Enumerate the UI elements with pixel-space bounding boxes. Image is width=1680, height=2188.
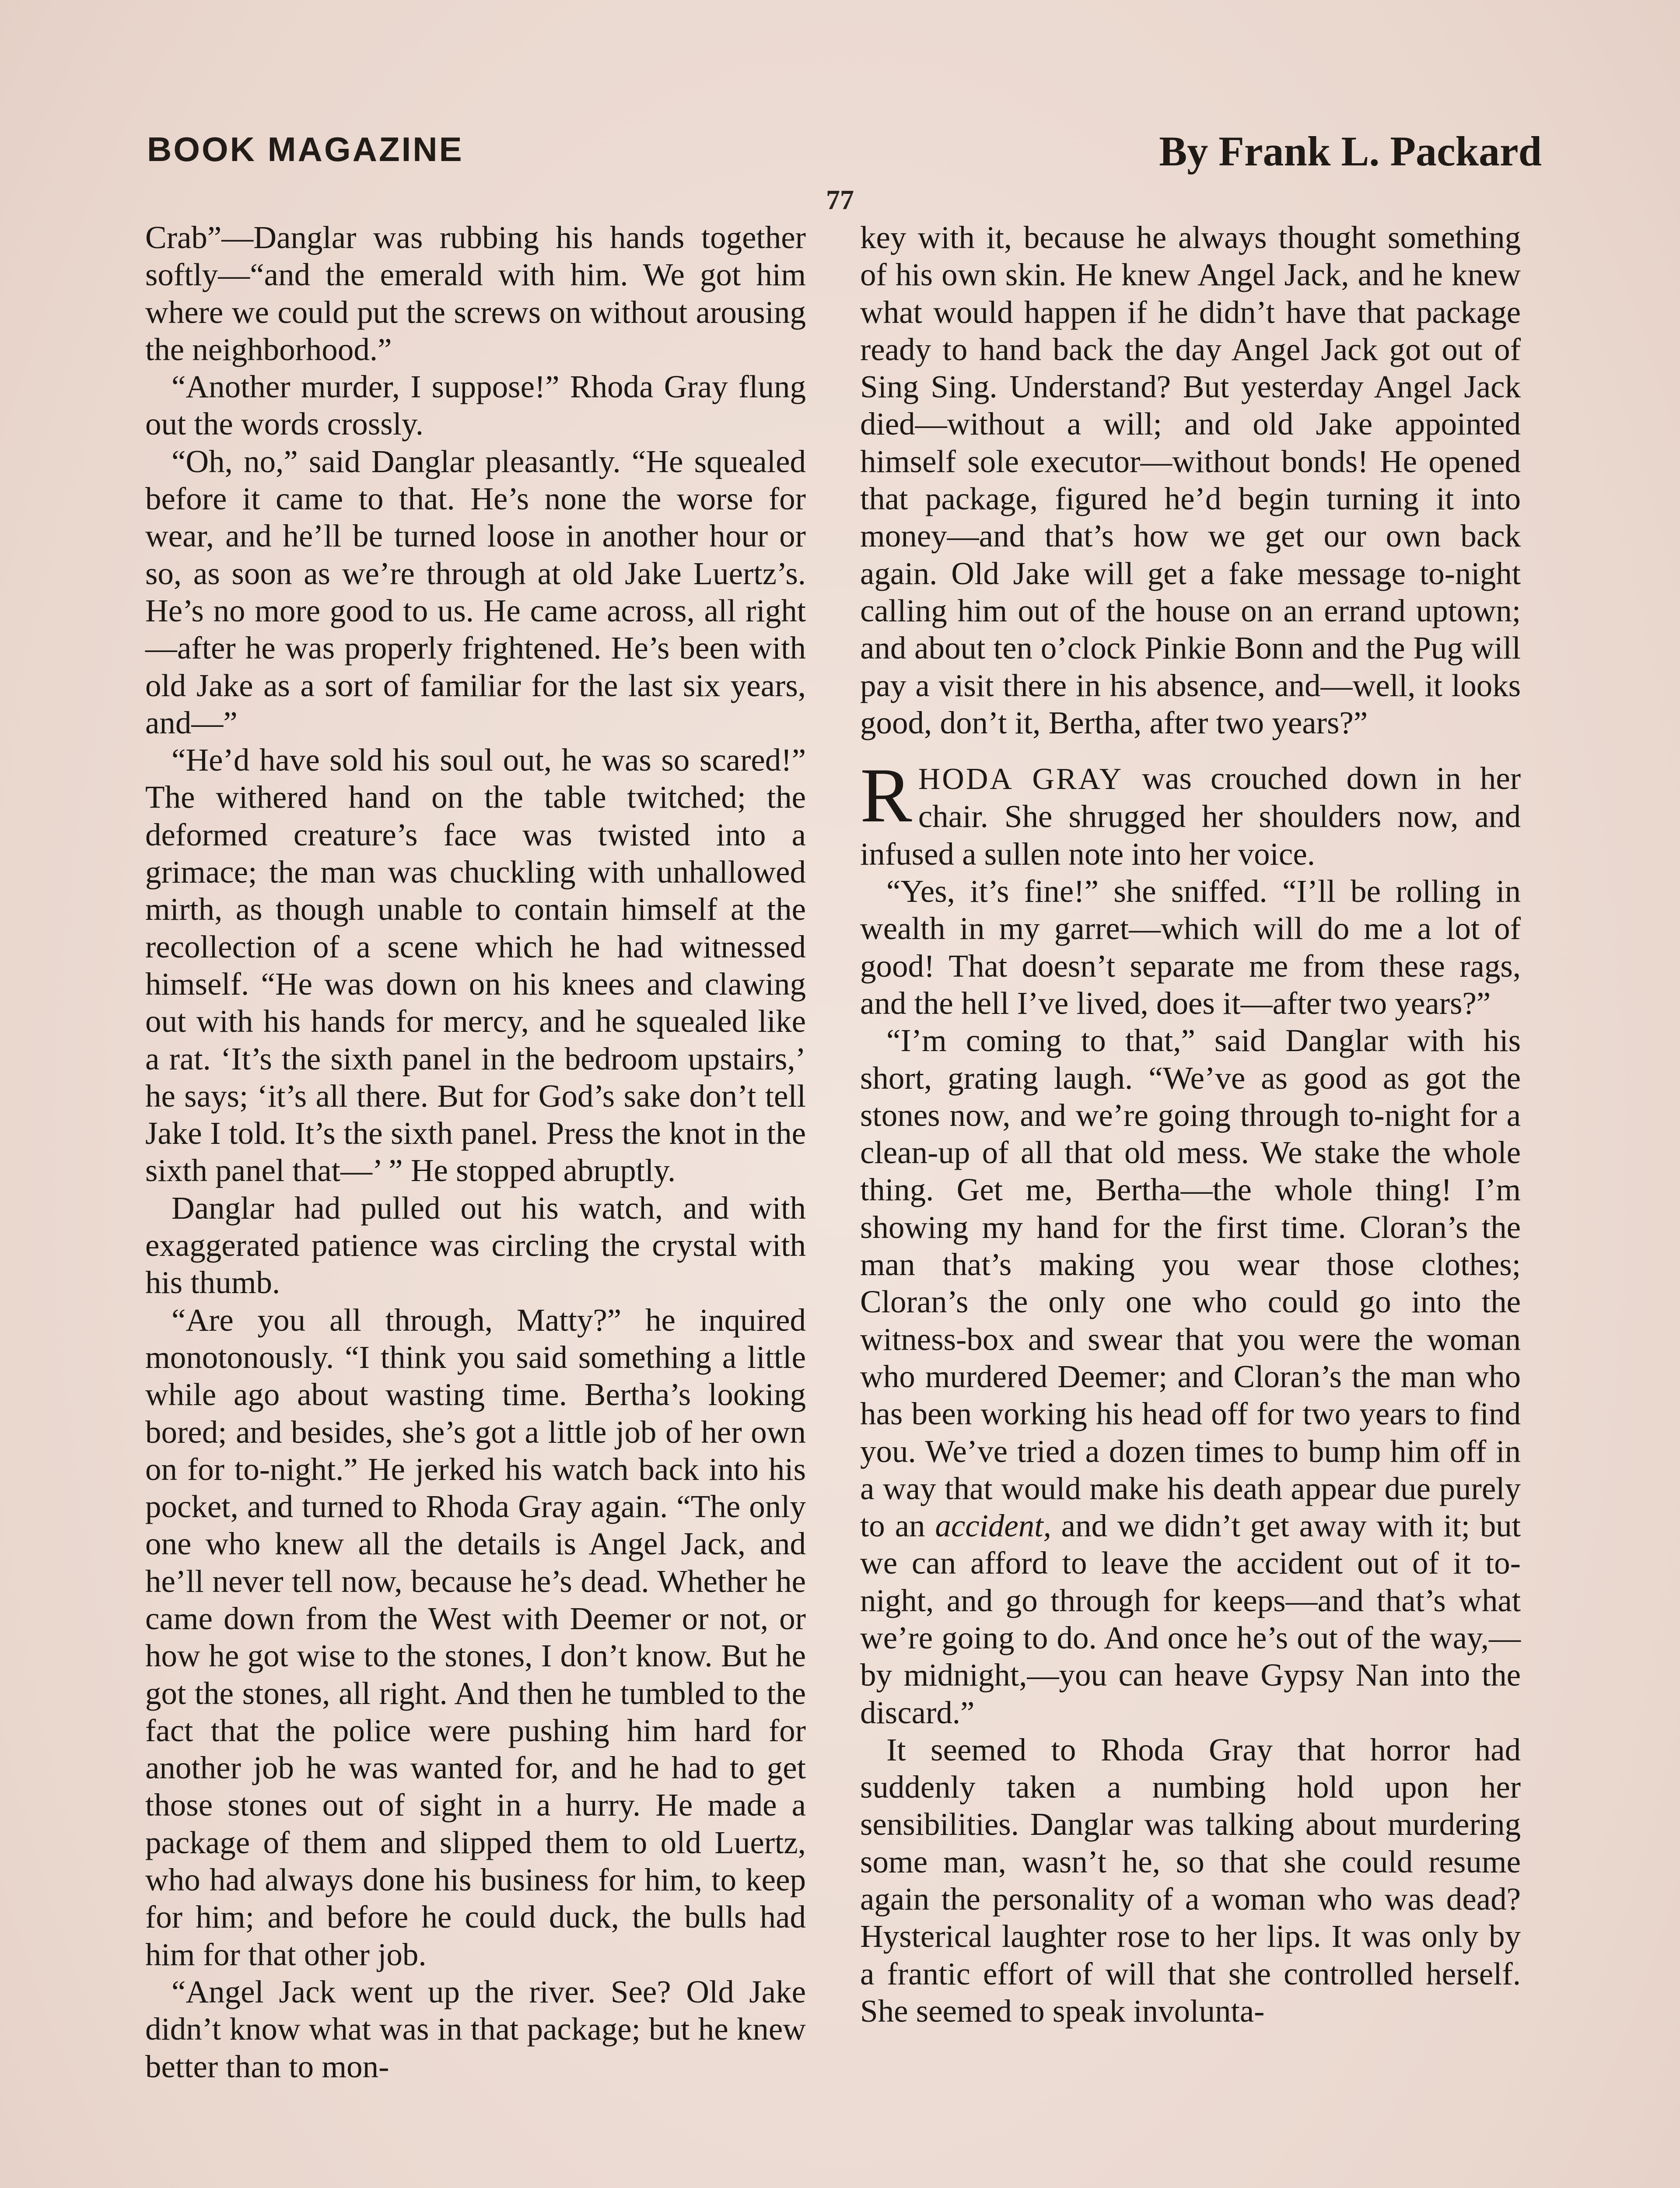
paragraph-text: and we didn’t get away with it; but we can afford to leave the accident out of it to-night, and go through for keeps—and that’s what we’re going to do. And once he’s out of the way,—by midnight,—you can heave Gypsy Nan into the discard.” <box>860 1508 1521 1730</box>
paragraph-text: was crouched down in her chair. She shrugged her shoulders now, and infused a sullen note into her voice. <box>860 761 1521 872</box>
paragraph: “He’d have sold his soul out, he was so scared!” The withered hand on the table twitched; the deformed creature’s face was twisted into a grimace; the man was chuckling with unhallowed mirth, as though unable to contain himself at the recollection of a scene which he had witnessed himself. “He was down on his knees and clawing out with his hands for mercy, and he squealed like a rat. ‘It’s the sixth panel in the bedroom upstairs,’ he says; ‘it’s all there. But for God’s sake don’t tell Jake I told. It’s the sixth panel. Press the knot in the sixth panel that—’ ” He stopped abruptly. <box>145 742 806 1189</box>
paragraph-text: “I’m coming to that,” said Danglar with his short, grating laugh. “We’ve as good as got the stones now, and we’re going through to-night for a clean-up of all that old mess. We stake the whole thing. Get me, Bertha—the whole thing! I’m showing my hand for the first time. Cloran’s the man that’s making you wear those clothes; Cloran’s the only one who could go into the witness-box and swear that you were the woman who murdered Deemer; and Cloran’s the man who has been working his head off for two years to find you. We’ve tried a dozen times to bump him off in a way that would make his death appear due purely to an <box>860 1023 1521 1544</box>
page-number: 77 <box>826 184 854 215</box>
running-head-byline: By Frank L. Packard <box>1159 128 1542 175</box>
paragraph <box>860 1022 1521 1731</box>
paragraph: “Angel Jack went up the river. See? Old Jake didn’t know what was in that package; but he knew better than to mon- <box>145 1974 806 2084</box>
paragraph: “Are you all through, Matty?” he inquired monotonously. “I think you said something a little while ago about wasting time. Bertha’s looking bored; and besides, she’s got a little job of her own on for to-night.” He jerked his watch back into his pocket, and turned to Rhoda Gray again. “The only one who knew all the details is Angel Jack, and he’ll never tell now, because he’s dead. Whether he came down from the West with Deemer or not, or how he got wise to the stones, I don’t know. But he got the stones, all right. And then he tumbled to the fact that the police were pushing him hard for another job he was wanted for, and he had to get those stones out of sight in a hurry. He made a package of them and slipped them to old Luertz, who had always done his business for him, to keep for him; and before he could duck, the bulls had him for that other job. <box>145 1302 806 1972</box>
paragraph: Crab”—Danglar was rubbing his hands together softly—“and the emerald with him. We got him where we could put the screws on without arousing the neighborhood.” <box>145 220 806 367</box>
paragraph: key with it, because he always thought something of his own skin. He knew Angel Jack, and he knew what would happen if he didn’t have that package ready to hand back the day Angel Jack got out of Sing Sing. Understand? But yesterday Angel Jack died—without a will; and old Jake appointed himself sole executor—without bonds! He opened that package, figured he’d begin turning it into money—and that’s how we get our own back again. Old Jake will get a fake message to-night calling him out of the house on an errand uptown; and about ten o’clock Pinkie Bonn and the Pug will pay a visit there in his absence, and—well, it looks good, don’t it, Bertha, after two years?” <box>860 220 1521 740</box>
running-head-publication: BOOK MAGAZINE <box>147 130 464 168</box>
paragraph: “Another murder, I suppose!” Rhoda Gray flung out the words crossly. <box>145 369 806 442</box>
small-caps-lead: HODA GRAY <box>918 762 1124 796</box>
paragraph: “Oh, no,” said Danglar pleasantly. “He squealed before it came to that. He’s none the worse for wear, and he’ll be turned loose in another hour or so, as soon as we’re through at old Jake Luertz’s. He’s no more good to us. He came across, all right—after he was properly frightened. He’s been with old Jake as a sort of familiar for the last six years, and—” <box>145 443 806 740</box>
text-column-right <box>860 219 1521 2030</box>
drop-cap: R <box>860 752 912 839</box>
paragraph: It seemed to Rhoda Gray that horror had suddenly taken a numbing hold upon her sensibilities. Danglar was talking about murdering some man, wasn’t he, so that she could resume again the personality of a woman who was dead? Hysterical laughter rose to her lips. It was only by a frantic effort of will that she controlled herself. She seemed to speak involunta- <box>860 1732 1521 2029</box>
italic-word: accident, <box>935 1508 1051 1544</box>
text-column-left <box>145 219 806 2085</box>
paragraph: “Yes, it’s fine!” she sniffed. “I’ll be rolling in wealth in my garret—which will do me a lot of good! That doesn’t separate me from these rags, and the hell I’ve lived, does it—after two years?” <box>860 873 1521 1021</box>
paragraph: Danglar had pulled out his watch, and with exaggerated patience was circling the crystal with his thumb. <box>145 1190 806 1301</box>
section-opening-paragraph <box>860 752 1521 873</box>
